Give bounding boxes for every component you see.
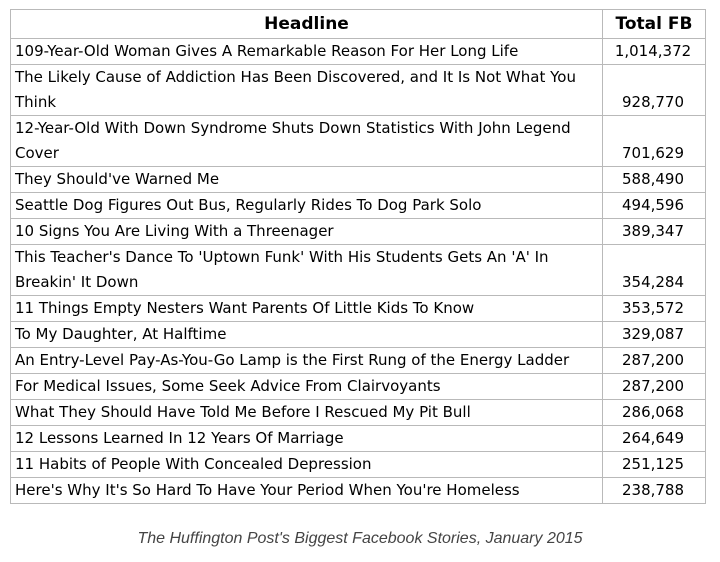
table-row — [11, 374, 706, 400]
total-fb-column-header: Total FB — [603, 10, 706, 39]
table-row — [11, 426, 706, 452]
table-row — [11, 452, 706, 478]
table-header-row — [11, 10, 706, 39]
total-fb-cell: 264,649 — [603, 426, 706, 452]
total-fb-cell: 238,788 — [603, 478, 706, 504]
total-fb-cell: 1,014,372 — [603, 39, 706, 65]
total-fb-cell: 353,572 — [603, 296, 706, 322]
headline-cell: 12-Year-Old With Down Syndrome Shuts Down Statistics With John Legend Cover — [11, 116, 603, 167]
total-fb-cell: 354,284 — [603, 245, 706, 296]
total-fb-cell: 329,087 — [603, 322, 706, 348]
total-fb-cell: 287,200 — [603, 348, 706, 374]
total-fb-cell: 928,770 — [603, 65, 706, 116]
headline-cell: 11 Things Empty Nesters Want Parents Of Little Kids To Know — [11, 296, 603, 322]
headline-column-header: Headline — [11, 10, 603, 39]
table-row — [11, 348, 706, 374]
total-fb-cell: 588,490 — [603, 167, 706, 193]
headline-cell: An Entry-Level Pay-As-You-Go Lamp is the First Rung of the Energy Ladder — [11, 348, 603, 374]
headline-cell: Seattle Dog Figures Out Bus, Regularly Rides To Dog Park Solo — [11, 193, 603, 219]
total-fb-cell: 494,596 — [603, 193, 706, 219]
table-caption: The Huffington Post's Biggest Facebook Stories, January 2015 — [137, 530, 583, 547]
headline-cell: What They Should Have Told Me Before I Rescued My Pit Bull — [11, 400, 603, 426]
headline-cell: Here's Why It's So Hard To Have Your Period When You're Homeless — [11, 478, 603, 504]
headline-cell: This Teacher's Dance To 'Uptown Funk' With His Students Gets An 'A' In Breakin' It Down — [11, 245, 603, 296]
table-row — [11, 65, 706, 116]
table-row — [11, 245, 706, 296]
table-row — [11, 296, 706, 322]
table-row — [11, 322, 706, 348]
total-fb-cell: 701,629 — [603, 116, 706, 167]
headline-cell: 10 Signs You Are Living With a Threenager — [11, 219, 603, 245]
headline-cell: 11 Habits of People With Concealed Depression — [11, 452, 603, 478]
headline-cell: 12 Lessons Learned In 12 Years Of Marriage — [11, 426, 603, 452]
table-row — [11, 39, 706, 65]
stories-table-container — [10, 9, 705, 504]
headline-cell: 109-Year-Old Woman Gives A Remarkable Reason For Her Long Life — [11, 39, 603, 65]
table-row — [11, 116, 706, 167]
stories-table — [10, 9, 706, 504]
total-fb-cell: 251,125 — [603, 452, 706, 478]
table-row — [11, 167, 706, 193]
headline-cell: To My Daughter, At Halftime — [11, 322, 603, 348]
total-fb-cell: 286,068 — [603, 400, 706, 426]
headline-cell: The Likely Cause of Addiction Has Been Discovered, and It Is Not What You Think — [11, 65, 603, 116]
table-row — [11, 193, 706, 219]
table-row — [11, 400, 706, 426]
total-fb-cell: 389,347 — [603, 219, 706, 245]
headline-cell: For Medical Issues, Some Seek Advice From Clairvoyants — [11, 374, 603, 400]
table-row — [11, 219, 706, 245]
headline-cell: They Should've Warned Me — [11, 167, 603, 193]
table-body — [11, 39, 706, 504]
table-row — [11, 478, 706, 504]
total-fb-cell: 287,200 — [603, 374, 706, 400]
